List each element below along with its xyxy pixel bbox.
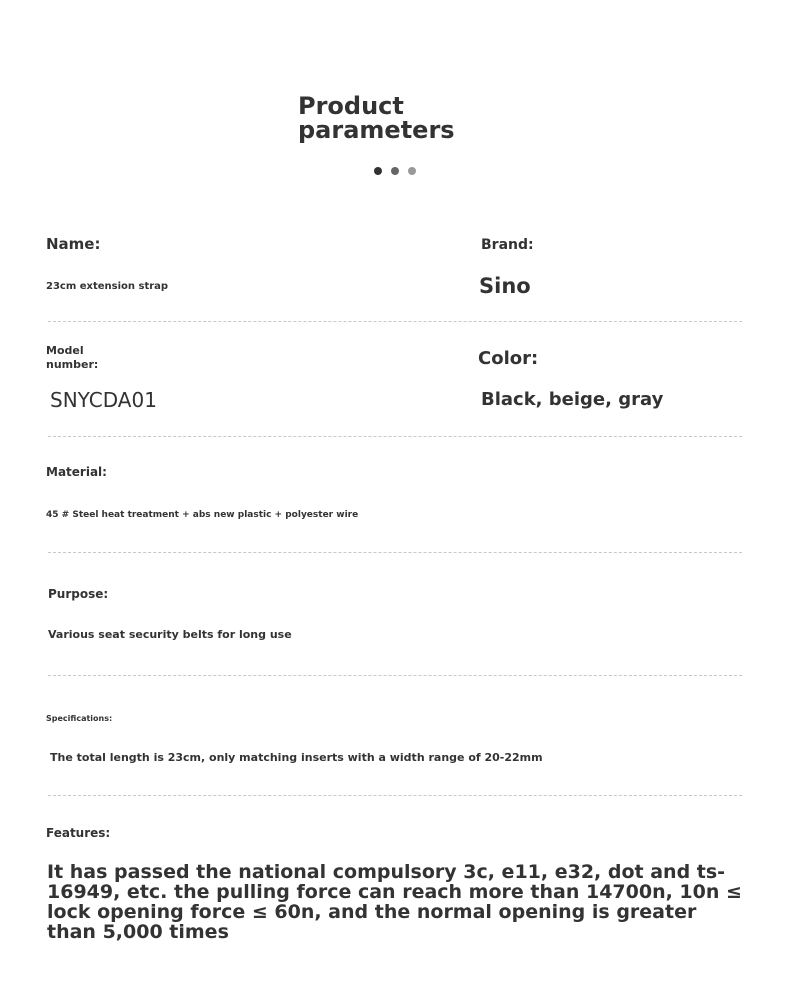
divider-5 <box>48 795 742 796</box>
model-label-line-1: Model <box>46 344 84 357</box>
model-label <box>46 344 98 372</box>
specifications-value: The total length is 23cm, only matching inserts with a width range of 20-22mm <box>50 751 543 764</box>
title-line-2: parameters <box>298 116 455 144</box>
title-line-1: Product <box>298 92 404 120</box>
divider-3 <box>48 552 742 553</box>
name-value: 23cm extension strap <box>46 281 169 292</box>
purpose-value: Various seat security belts for long use <box>48 628 292 641</box>
features-label: Features: <box>46 826 111 840</box>
dot-3 <box>408 167 416 175</box>
dot-2 <box>391 167 399 175</box>
purpose-label: Purpose: <box>48 587 109 601</box>
brand-value: Sino <box>479 274 531 298</box>
material-label: Material: <box>46 465 107 479</box>
divider-1 <box>48 321 742 322</box>
model-value: SNYCDA01 <box>50 388 157 412</box>
features-value: It has passed the national compulsory 3c, e11, e32, dot and ts-16949, etc. the pulling force can reach more than 14700n, 10n ≤ lock opening force ≤ 60n, and the normal opening is greater than 5,000 times <box>47 861 742 943</box>
divider-4 <box>48 675 742 676</box>
page-title <box>298 94 455 142</box>
brand-label: Brand: <box>481 237 534 253</box>
specifications-label: Specifications: <box>46 714 113 723</box>
model-label-line-2: number: <box>46 358 99 371</box>
color-label: Color: <box>478 348 539 369</box>
divider-2 <box>48 436 742 437</box>
name-label: Name: <box>46 235 101 253</box>
color-value: Black, beige, gray <box>481 389 664 410</box>
material-value: 45 # Steel heat treatment + abs new plastic + polyester wire <box>46 510 359 520</box>
carousel-dots <box>374 167 416 175</box>
dot-1 <box>374 167 382 175</box>
